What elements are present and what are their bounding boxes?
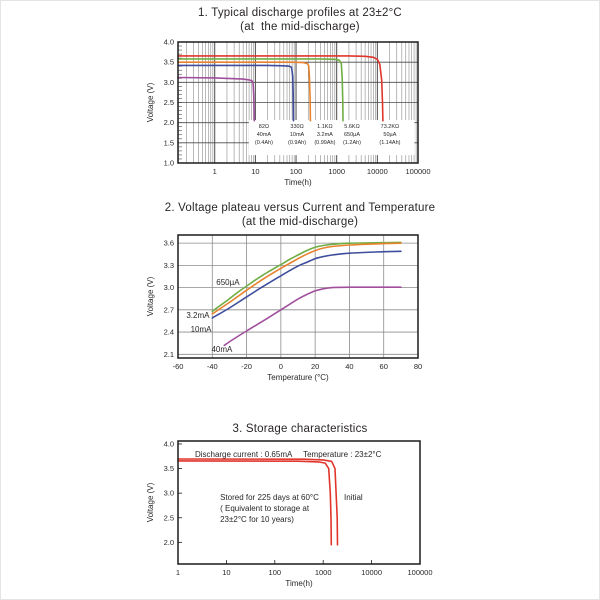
annotation: 23±2°C for 10 years) [220,515,294,525]
x-axis-label: Temperature (°C) [267,373,329,382]
chart1-subtitle: (at the mid-discharge) [240,21,360,33]
chart-storage-characteristics [0,400,600,600]
x-tick-label: 40 [345,362,354,371]
annotation: (0.9Ah) [288,139,307,146]
annotation: Initial [344,493,363,503]
x-tick-label: 60 [379,362,388,371]
annotation: Stored for 225 days at 60°C [220,493,319,503]
series-10mA [212,251,401,318]
annotation: 330Ω [290,123,304,130]
annotation: Discharge current : 0.65mA [194,449,293,459]
annotation: 73.2KΩ [380,123,400,130]
x-tick-label: 100000 [407,568,433,577]
y-tick-label: 2.0 [163,118,174,128]
x-tick-label: 0 [278,362,283,371]
x-tick-label: 1000 [314,568,332,577]
series-1.1KΩ 3.2mA (0.99Ah) [178,62,310,120]
annotation: 3.2mA [186,311,210,321]
y-tick-label: 2.7 [163,305,174,315]
chart2-title: 2. Voltage plateau versus Current and Temperature [164,202,436,214]
y-tick-label: 4.0 [163,37,174,47]
annotation: (1.2Ah) [342,139,362,146]
gridlines [178,235,418,358]
y-tick-label: 1.0 [163,158,174,168]
y-tick-label: 3.5 [163,464,174,474]
y-tick-label: 3.3 [163,260,174,270]
y-tick-label: 2.5 [163,98,174,107]
y-tick-label: 3.6 [163,238,174,248]
y-tick-label: 2.5 [163,513,174,523]
x-tick-label: -40 [206,362,218,371]
x-tick-label: -20 [241,362,252,371]
annotation: 10mA [190,325,212,335]
annotation: 1.1KΩ [317,123,333,130]
x-tick-label: 1 [212,167,217,176]
x-tick-label: 10000 [366,167,388,176]
x-tick-label: 1000 [328,167,346,176]
x-tick-label: 20 [310,362,320,371]
chart3-title: 3. Storage characteristics [232,423,368,435]
series-330Ω 10mA (0.9Ah) [178,65,294,120]
x-tick-label: 100 [268,568,282,577]
x-tick-label: 1 [175,568,181,577]
plot-border [178,235,418,358]
x-tick-label: 80 [413,362,423,371]
x-tick-label: 10 [222,568,231,577]
annotation: ( Equivalent to storage at [220,504,310,514]
annotation: Temperature : 23±2°C [303,449,382,459]
annotation: (1.14Ah) [379,139,401,146]
series-40mA [224,287,401,345]
annotation: (0.4Ah) [254,139,273,146]
y-tick-label: 2.1 [163,349,174,359]
annotations [186,278,240,354]
series-Stored for 225 days at 60°C [178,461,331,545]
y-tick-label: 3.0 [163,77,174,87]
annotation: 82Ω [258,123,270,130]
x-tick-label: 100 [289,167,303,176]
chart-voltage-plateau [0,195,600,400]
annotation: 5.6KΩ [344,123,360,130]
y-tick-label: 1.5 [163,138,174,148]
annotation: 40mA [211,344,233,354]
annotation: 650µA [216,278,240,288]
annotation: 10mA [289,131,305,138]
chart1-title: 1. Typical discharge profiles at 23±2°C [198,7,402,19]
x-tick-label: -60 [172,362,184,371]
y-tick-label: 3.5 [163,57,174,67]
x-tick-label: 10 [251,167,260,176]
x-axis-label: Time(h) [284,178,312,187]
annotation: 50µA [383,131,397,138]
y-tick-label: 3.0 [163,283,174,293]
annotation: 40mA [256,131,272,138]
y-axis-label: Voltage (V) [146,276,155,317]
chart-discharge-profiles [0,0,600,195]
annotation: 650µA [343,131,361,138]
x-tick-label: 10000 [361,568,383,577]
annotation: (0.99Ah) [314,139,336,146]
y-tick-label: 3.0 [163,488,174,498]
series-3.2mA [212,243,401,314]
y-tick-label: 2.4 [163,327,174,337]
x-tick-label: 100000 [405,167,431,176]
chart2-subtitle: (at the mid-discharge) [241,216,359,228]
y-tick-label: 2.0 [163,537,174,547]
y-axis-label: Voltage (V) [146,82,155,123]
y-tick-label: 4.0 [163,439,174,449]
annotation: 3.2mA [316,131,333,138]
x-axis-label: Time(h) [285,579,313,588]
axis-labels [146,38,431,188]
y-axis-label: Voltage (V) [146,482,155,523]
